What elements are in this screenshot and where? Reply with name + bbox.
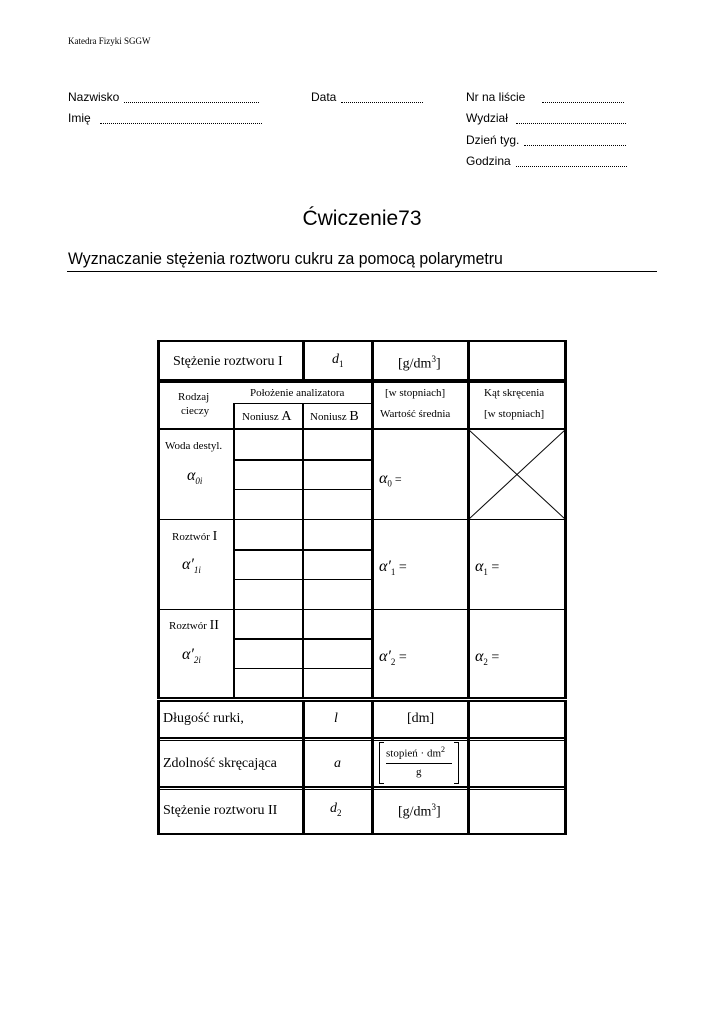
mean-value-label: Wartość średnia [380,408,451,420]
degrees-label: [w stopniach] [385,387,446,399]
d2-symbol: $d_2$ [330,801,342,818]
concentration-unit-1: $[g/dm^3]$ [398,354,441,372]
first-name-label: Imię [68,111,91,125]
exercise-title: Ćwiczenie73 [302,207,422,230]
faculty-field[interactable] [516,123,626,124]
tube-length-label: Długość rurki, [163,711,244,726]
solution-1-label: Roztwór I [172,529,218,544]
concentration-1-value[interactable] [470,342,564,379]
exercise-subtitle: Wyznaczanie stężenia roztworu cukru za pomocą polarymetru [68,249,503,268]
first-name-field[interactable] [100,123,262,124]
tube-length-value[interactable] [470,702,564,737]
date-field[interactable] [341,102,423,103]
liquid-label: cieczy [181,405,210,417]
l-symbol: l [334,711,338,726]
hour-label: Godzina [466,154,511,168]
weekday-label: Dzień tyg. [466,133,520,147]
institution-header: Katedra Fizyki SGGW [68,36,151,46]
alpha-1-angle: $\alpha_1$ = [475,558,500,577]
list-no-label: Nr na liście [466,90,526,104]
rotation-angle-unit: [w stopniach] [484,408,545,420]
rotation-angle-label: Kąt skręcenia [484,387,545,399]
surname-label: Nazwisko [68,90,120,104]
alpha-prime-1-mean: $\alpha'_1$ = [379,558,407,577]
alpha-2-angle: $\alpha_2$ = [475,648,500,667]
rotatory-power-label: Zdolność skręcająca [163,756,277,771]
crossed-out-cell [469,430,565,519]
alpha-prime-2i-symbol: $\alpha'_{2i}$ [182,646,201,666]
solution-2-label: Roztwór II [169,618,219,633]
analyzer-position-label: Położenie analizatora [250,387,345,399]
alpha-prime-1i-symbol: $\alpha'_{1i}$ [182,556,201,576]
date-label: Data [311,90,337,104]
list-no-field[interactable] [542,102,624,103]
weekday-field[interactable] [524,145,626,146]
surname-field[interactable] [124,102,259,103]
tube-length-unit: [dm] [407,711,435,726]
liquid-kind-label: Rodzaj [178,391,210,403]
alpha-0-mean: $\alpha_0$ = [379,470,402,489]
alpha-0i-symbol: $\alpha_{0i}$ [187,467,203,487]
water-label: Woda destyl. [165,440,223,452]
concentration-2-value[interactable] [470,790,564,833]
alpha-prime-2-mean: $\alpha'_2$ = [379,648,407,667]
concentration-2-label: Stężenie roztworu II [163,803,278,818]
hour-field[interactable] [516,166,627,167]
a-symbol: a [334,756,341,771]
faculty-label: Wydział [466,111,508,125]
vernier-a-label: Noniusz A [242,409,292,424]
title-underline [67,271,657,272]
concentration-unit-2: $[g/dm^3]$ [398,802,441,820]
vernier-b-label: Noniusz B [310,409,359,424]
concentration-1-label: Stężenie roztworu I [173,354,283,369]
rotatory-power-unit: stopień · $dm^2$ g [379,742,461,784]
d1-symbol: $d_1$ [332,352,344,369]
rotatory-power-value[interactable] [470,742,564,786]
